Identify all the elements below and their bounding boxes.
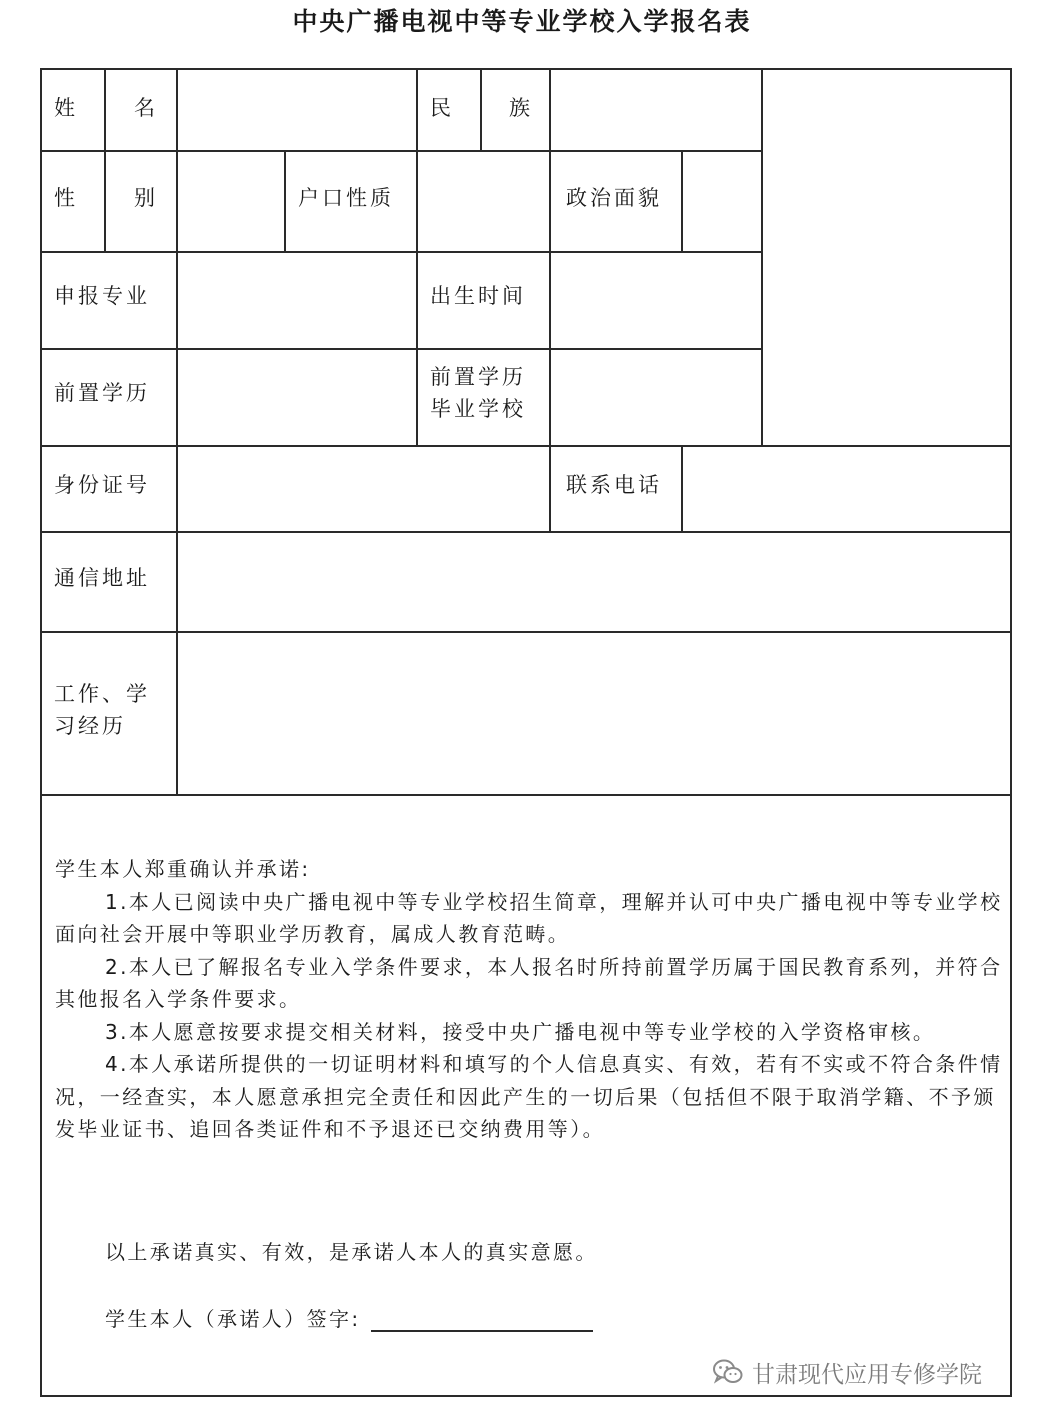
ethnic-input[interactable] [551,70,761,150]
label-gender-1: 性 [54,186,78,210]
label-hukou: 户口性质 [298,186,394,210]
label-address: 通信地址 [54,566,150,590]
pledge-text [55,853,1005,1146]
signature-line[interactable] [371,1308,593,1332]
label-grad-school-1: 前置学历 [430,365,526,389]
pledge-item-4: 4.本人承诺所提供的一切证明材料和填写的个人信息真实、有效，若有不实或不符合条件情况，一经查实，本人愿意承担完全责任和因此产生的一切后果（包括但不限于取消学籍、不予颁发毕业证书、追回各类证件和不予退还已交纳费用等）。 [55,1052,1003,1141]
col-divider [284,150,286,251]
label-history-2: 习经历 [54,714,126,738]
birth-input[interactable] [551,253,761,348]
address-input[interactable] [178,533,1010,631]
hukou-input[interactable] [418,152,549,251]
registration-form [40,68,1012,1397]
signature-label: 学生本人（承诺人）签字: [105,1307,361,1331]
col-divider [480,70,482,150]
col-divider [416,70,418,445]
watermark-text: 甘肃现代应用专修学院 [752,1361,982,1388]
label-gender-2: 别 [134,186,158,210]
history-input[interactable] [178,633,1010,794]
label-name-1: 姓 [54,96,78,120]
pledge-confirm: 以上承诺真实、有效，是承诺人本人的真实意愿。 [105,1240,598,1264]
label-ethnic-1: 民 [430,96,454,120]
watermark [712,1355,982,1389]
label-birth: 出生时间 [430,284,526,308]
signature-row [105,1303,593,1332]
name-input[interactable] [178,70,416,150]
pledge-item-2: 2.本人已了解报名专业入学条件要求，本人报名时所持前置学历属于国民教育系列，并符合其他报名入学条件要求。 [55,954,1003,1011]
row-divider [42,150,763,152]
label-history-1: 工作、学 [54,682,150,706]
pledge-intro: 学生本人郑重确认并承诺: [55,857,311,881]
label-ethnic-2: 族 [509,96,533,120]
phone-input[interactable] [683,447,1010,531]
wechat-icon [712,1358,744,1386]
col-divider [104,70,106,251]
pledge-item-3: 3.本人愿意按要求提交相关材料，接受中央广播电视中等专业学校的入学资格审核。 [105,1019,936,1044]
label-grad-school-2: 毕业学校 [430,397,526,421]
photo-area[interactable] [763,70,1010,445]
gender-input[interactable] [178,152,284,251]
grad-school-input[interactable] [551,350,761,445]
row-divider [42,794,1010,796]
label-id-number: 身份证号 [54,473,150,497]
label-major: 申报专业 [54,284,150,308]
label-phone: 联系电话 [566,473,662,497]
form-title: 中央广播电视中等专业学校入学报名表 [292,7,752,36]
education-input[interactable] [178,350,416,445]
pledge-item-1: 1.本人已阅读中央广播电视中等专业学校招生简章，理解并认可中央广播电视中等专业学校面向社会开展中等职业学历教育，属成人教育范畴。 [55,889,1003,946]
label-political: 政治面貌 [566,186,662,210]
major-input[interactable] [178,253,416,348]
id-number-input[interactable] [178,447,549,531]
political-input[interactable] [683,152,761,251]
label-education: 前置学历 [54,381,150,405]
label-name-2: 名 [134,96,158,120]
